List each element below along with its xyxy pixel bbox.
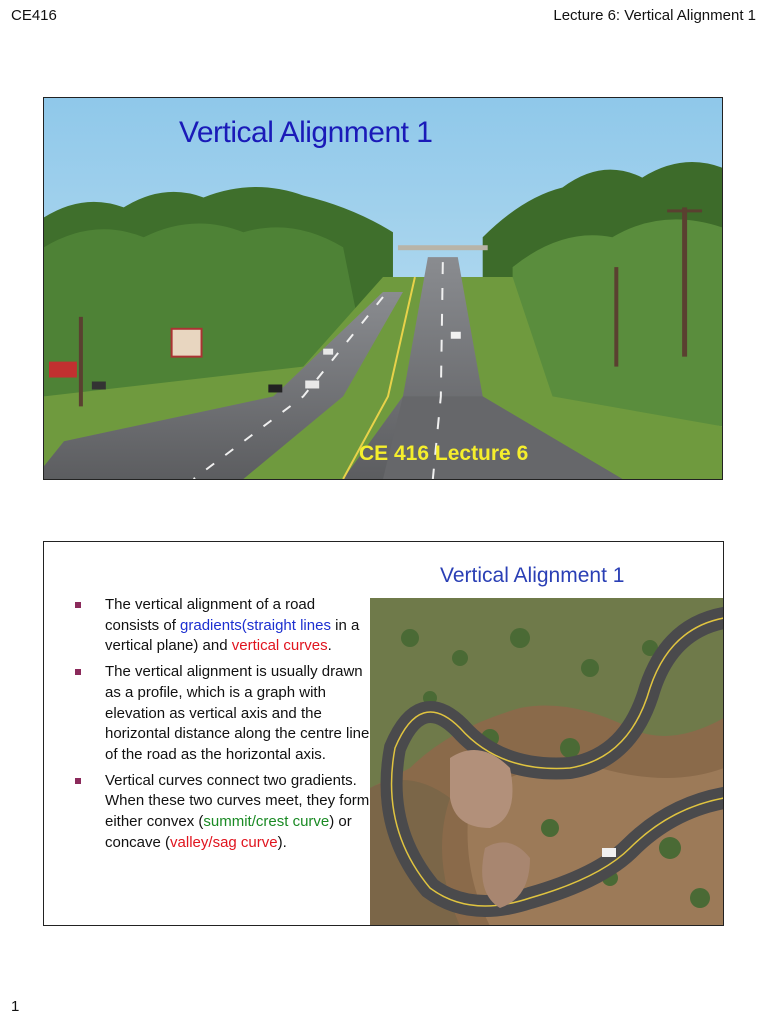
header-lecture-title: Lecture 6: Vertical Alignment 1 <box>553 7 756 24</box>
bullet-item <box>72 662 372 766</box>
bullet-item <box>72 771 372 854</box>
square-bullet-icon <box>75 602 81 608</box>
bullet-highlight-gradients: gradients(straight lines <box>180 616 331 634</box>
bullet-highlight-summit: summit/crest curve <box>203 813 330 831</box>
bullet-text: The vertical alignment is usually drawn as a profile, which is a graph with elevation as vertical axis and the horizontal distance along the centre line of the road as the horizontal axis. <box>105 663 370 763</box>
slide-1-title: Vertical Alignment 1 <box>179 116 433 149</box>
bullet-text: . <box>327 637 332 655</box>
bullet-text: in a vertical plane) and <box>105 616 360 655</box>
highway-photo <box>44 98 722 479</box>
bullet-text: Vertical curves connect two gradients. When these two curves meet, they form either convex ( <box>105 771 370 831</box>
slide-1 <box>43 97 723 480</box>
header-course-code: CE416 <box>11 7 57 24</box>
page-number: 1 <box>11 998 20 1015</box>
square-bullet-icon <box>75 669 81 675</box>
bullet-highlight-valley: valley/sag curve <box>170 833 278 851</box>
bullet-item <box>72 595 372 657</box>
bullet-text: ). <box>277 833 287 851</box>
bullet-text: The vertical alignment of a road consists of <box>105 596 316 634</box>
slide-2 <box>43 541 724 926</box>
bullet-text: ) or concave ( <box>105 813 352 851</box>
square-bullet-icon <box>75 778 81 784</box>
canyon-road-photo <box>370 598 724 926</box>
slide-1-subtitle: CE 416 Lecture 6 <box>359 442 529 465</box>
bullet-list <box>72 595 372 858</box>
bullet-highlight-vertical-curves: vertical curves <box>231 637 328 655</box>
slide-2-title: Vertical Alignment 1 <box>440 564 625 587</box>
